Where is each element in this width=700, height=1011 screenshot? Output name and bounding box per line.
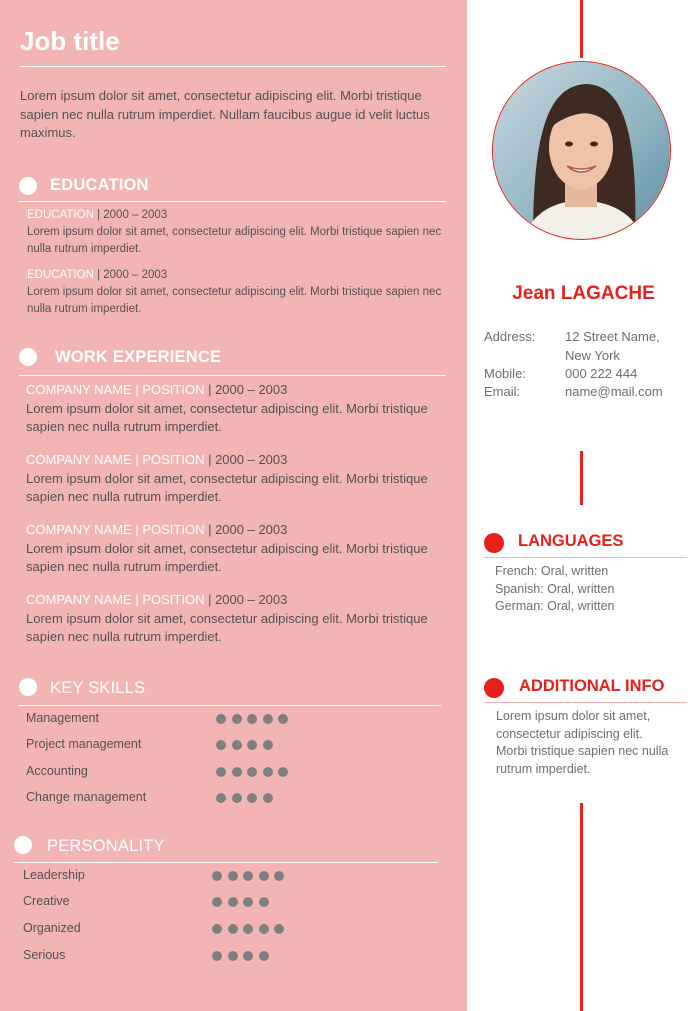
languages-list [495,563,615,616]
work-description: Lorem ipsum dolor sit amet, consectetur adipiscing elit. Morbi tristique sapien nec nulla rutrum imperdiet. [26,610,428,644]
rating-dot-icon [216,740,226,750]
personality-divider [14,862,438,863]
personality-rating [212,951,269,961]
candidate-name: Jean LAGACHE [512,283,655,304]
languages-heading: LANGUAGES [518,532,624,550]
contact-key: Address: [484,329,536,344]
education-heading: EDUCATION [50,176,149,194]
rating-dot-icon [228,951,238,961]
rating-dot-icon [243,897,253,907]
contact-email: name@mail.com [565,384,663,399]
rating-dot-icon [263,740,273,750]
skills-divider [19,705,441,706]
personality-bullet-icon [14,836,32,854]
position: POSITION [142,452,205,467]
education-divider [19,201,446,202]
position: POSITION [142,522,205,537]
rating-dot-icon [232,714,242,724]
rating-dot-icon [243,871,253,881]
work-dates: 2000 – 2003 [215,522,288,537]
work-entry: COMPANY NAME | POSITION | 2000 – 2003 Lorem ipsum dolor sit amet, consectetur adipiscing elit. Morbi tristique sapien nec nulla rutrum imperdiet. [26,381,446,437]
work-divider [19,375,446,376]
skill-label: Project management [26,737,142,751]
skill-rating [216,793,273,803]
timeline-line-top [580,0,583,58]
skill-rating [216,714,288,724]
rating-dot-icon [274,924,284,934]
personality-label: Organized [23,921,81,935]
rating-dot-icon [278,767,288,777]
languages-divider [484,557,687,558]
languages-bullet-icon [484,533,504,553]
title-divider [20,66,446,67]
language-item: German: Oral, written [495,599,615,613]
rating-dot-icon [228,871,238,881]
personality-label: Creative [23,894,70,908]
education-bullet-icon [19,177,37,195]
rating-dot-icon [212,871,222,881]
rating-dot-icon [228,924,238,934]
work-description: Lorem ipsum dolor sit amet, consectetur adipiscing elit. Morbi tristique sapien nec nulla rutrum imperdiet. [26,400,428,434]
skill-label: Management [26,711,99,725]
contact-mobile: 000 222 444 [565,366,638,381]
skill-rating [216,767,288,777]
skills-heading: KEY SKILLS [50,679,146,697]
rating-dot-icon [216,767,226,777]
company-name: COMPANY NAME [26,452,132,467]
education-label: EDUCATION [27,269,94,281]
skill-label: Accounting [26,764,88,778]
rating-dot-icon [232,740,242,750]
additional-bullet-icon [484,678,504,698]
education-description: Lorem ipsum dolor sit amet, consectetur adipiscing elit. Morbi tristique sapien nec nulla rutrum imperdiet. [27,286,442,315]
rating-dot-icon [247,714,257,724]
skill-rating [216,740,273,750]
company-name: COMPANY NAME [26,382,132,397]
work-entry: COMPANY NAME | POSITION | 2000 – 2003 Lorem ipsum dolor sit amet, consectetur adipiscing elit. Morbi tristique sapien nec nulla rutrum imperdiet. [26,591,446,647]
rating-dot-icon [263,767,273,777]
personality-rating [212,897,269,907]
work-description: Lorem ipsum dolor sit amet, consectetur adipiscing elit. Morbi tristique sapien nec nulla rutrum imperdiet. [26,470,428,504]
contact-key: Email: [484,384,521,399]
personality-label: Leadership [23,868,85,882]
rating-dot-icon [259,951,269,961]
skill-label: Change management [26,790,147,804]
education-description: Lorem ipsum dolor sit amet, consectetur adipiscing elit. Morbi tristique sapien nec nulla rutrum imperdiet. [27,226,442,255]
position: POSITION [142,382,205,397]
work-heading: WORK EXPERIENCE [55,348,222,366]
rating-dot-icon [259,871,269,881]
work-dates: 2000 – 2003 [215,452,288,467]
rating-dot-icon [243,924,253,934]
company-name: COMPANY NAME [26,522,132,537]
additional-heading: ADDITIONAL INFO [519,677,665,695]
education-entry: EDUCATION | 2000 – 2003 Lorem ipsum dolor sit amet, consectetur adipiscing elit. Morbi tristique sapien nec nulla rutrum imperdiet. [27,207,447,258]
contact-key: Mobile: [484,366,526,381]
work-bullet-icon [19,348,37,366]
rating-dot-icon [247,767,257,777]
language-item: French: Oral, written [495,564,609,578]
profile-photo [492,61,671,240]
portrait-image [493,62,670,239]
rating-dot-icon [247,793,257,803]
job-title: Job title [20,26,120,56]
rating-dot-icon [212,924,222,934]
personality-rating [212,871,284,881]
education-label: EDUCATION [27,209,94,221]
work-entry: COMPANY NAME | POSITION | 2000 – 2003 Lorem ipsum dolor sit amet, consectetur adipiscing elit. Morbi tristique sapien nec nulla rutrum imperdiet. [26,451,446,507]
education-dates: 2000 – 2003 [103,209,168,221]
rating-dot-icon [216,793,226,803]
rating-dot-icon [247,740,257,750]
rating-dot-icon [259,897,269,907]
intro-text: Lorem ipsum dolor sit amet, consectetur adipiscing elit. Morbi tristique sapien nec nulla rutrum imperdiet. Nullam faucibus augue id velit luctus maximus. [20,88,430,140]
company-name: COMPANY NAME [26,592,132,607]
personality-rating [212,924,284,934]
contact-address: 12 Street Name, New York [565,329,660,363]
position: POSITION [142,592,205,607]
work-dates: 2000 – 2003 [215,382,288,397]
education-entry: EDUCATION | 2000 – 2003 Lorem ipsum dolor sit amet, consectetur adipiscing elit. Morbi tristique sapien nec nulla rutrum imperdiet. [27,267,447,318]
rating-dot-icon [274,871,284,881]
rating-dot-icon [228,897,238,907]
rating-dot-icon [212,897,222,907]
personality-label: Serious [23,948,66,962]
rating-dot-icon [232,793,242,803]
skills-bullet-icon [19,678,37,696]
rating-dot-icon [263,793,273,803]
rating-dot-icon [232,767,242,777]
personality-heading: PERSONALITY [47,837,165,855]
education-dates: 2000 – 2003 [103,269,168,281]
work-description: Lorem ipsum dolor sit amet, consectetur adipiscing elit. Morbi tristique sapien nec nulla rutrum imperdiet. [26,540,428,574]
rating-dot-icon [278,714,288,724]
additional-divider [484,702,687,703]
additional-text: Lorem ipsum dolor sit amet, consectetur adipiscing elit. Morbi tristique sapien nec nulla rutrum imperdiet. [496,709,669,776]
rating-dot-icon [259,924,269,934]
rating-dot-icon [212,951,222,961]
timeline-line-middle [580,451,583,505]
rating-dot-icon [263,714,273,724]
timeline-line-bottom [580,803,583,1011]
language-item: Spanish: Oral, written [495,581,615,596]
rating-dot-icon [216,714,226,724]
rating-dot-icon [243,951,253,961]
work-dates: 2000 – 2003 [215,592,288,607]
work-entry: COMPANY NAME | POSITION | 2000 – 2003 Lorem ipsum dolor sit amet, consectetur adipiscing elit. Morbi tristique sapien nec nulla rutrum imperdiet. [26,521,446,577]
